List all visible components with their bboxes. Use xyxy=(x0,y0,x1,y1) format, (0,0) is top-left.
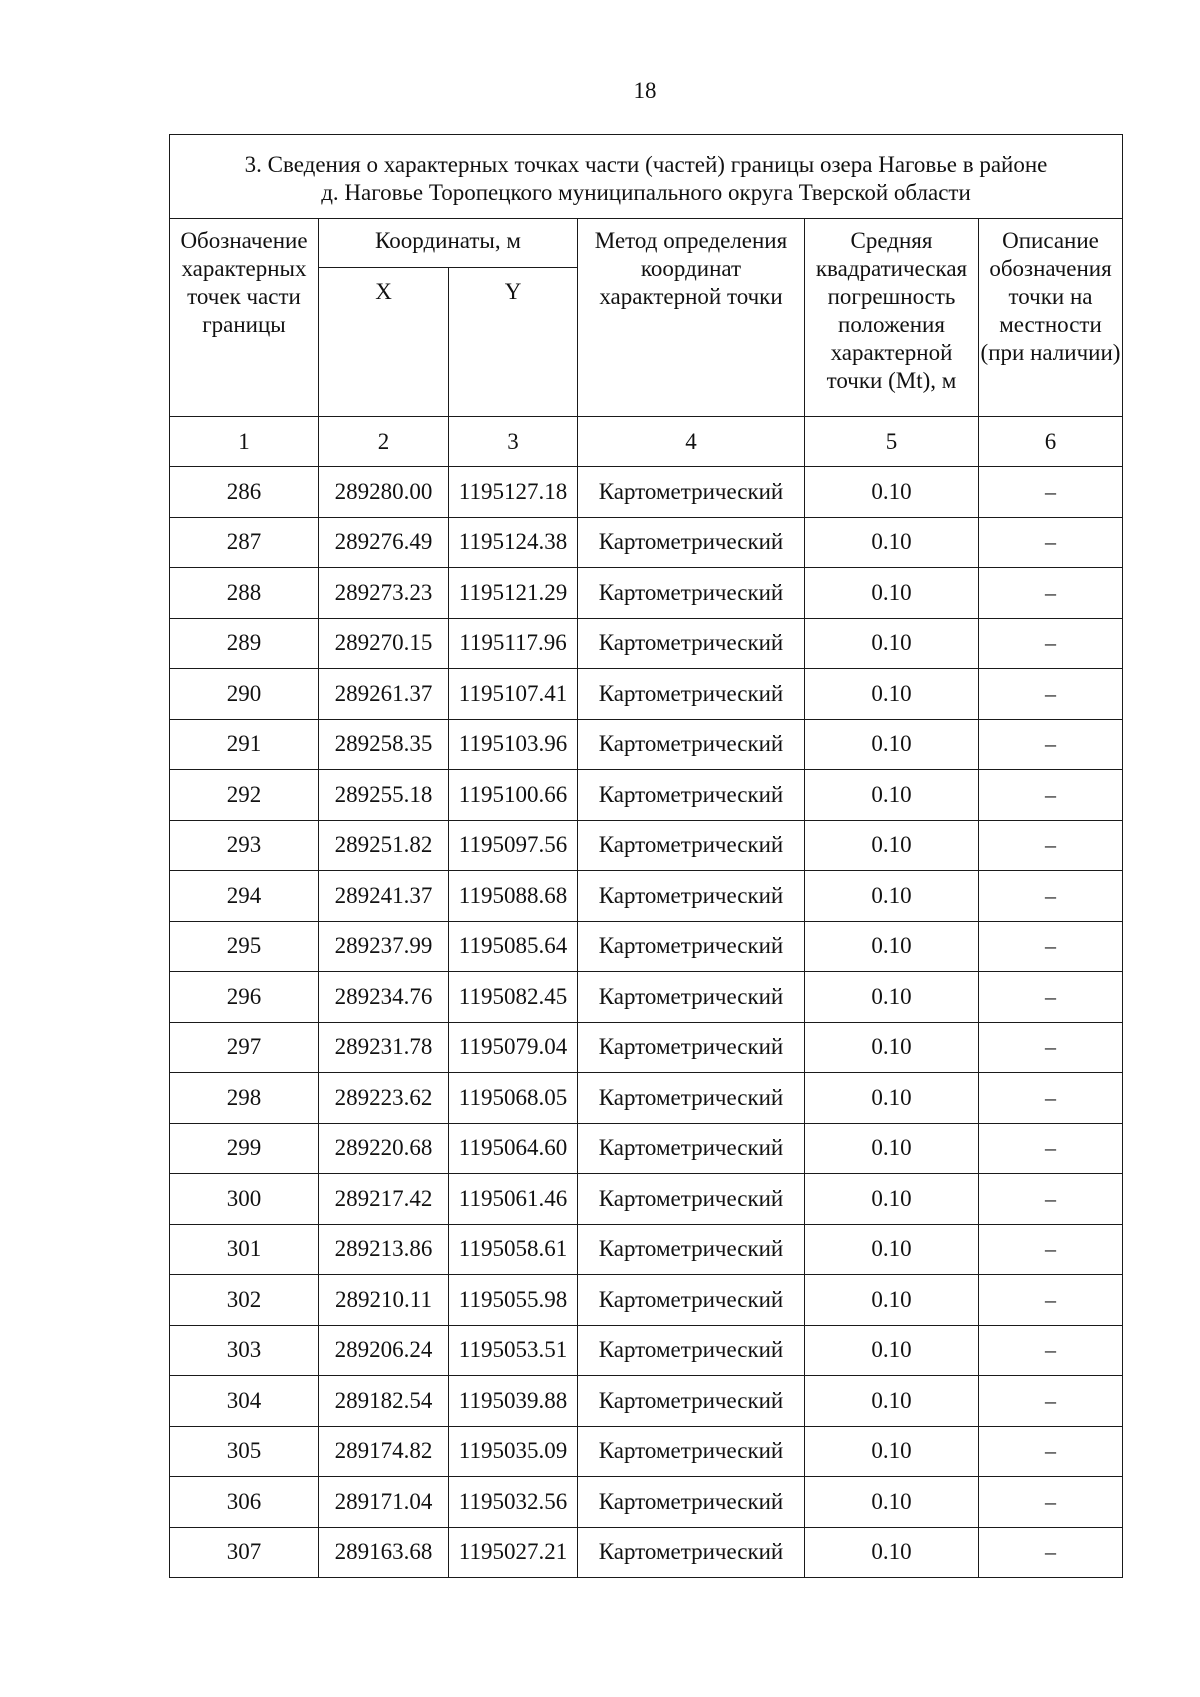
cell-description: – xyxy=(979,1073,1123,1124)
cell-point: 290 xyxy=(170,669,319,720)
cell-method: Картометрический xyxy=(578,921,805,972)
cell-x: 289258.35 xyxy=(319,719,449,770)
cell-point: 295 xyxy=(170,921,319,972)
cell-description: – xyxy=(979,871,1123,922)
cell-error: 0.10 xyxy=(805,1426,979,1477)
cell-point: 291 xyxy=(170,719,319,770)
cell-point: 305 xyxy=(170,1426,319,1477)
cell-x: 289276.49 xyxy=(319,517,449,568)
cell-error: 0.10 xyxy=(805,921,979,972)
cell-method: Картометрический xyxy=(578,1426,805,1477)
column-number: 3 xyxy=(449,417,578,467)
header-description: Описание обозначения точки на местности (при наличии) xyxy=(979,219,1123,417)
cell-x: 289171.04 xyxy=(319,1477,449,1528)
table-caption xyxy=(170,135,1123,219)
cell-error: 0.10 xyxy=(805,871,979,922)
table-row xyxy=(170,1275,1123,1326)
cell-description: – xyxy=(979,1527,1123,1578)
cell-y: 1195097.56 xyxy=(449,820,578,871)
table-row xyxy=(170,1325,1123,1376)
cell-error: 0.10 xyxy=(805,1275,979,1326)
cell-y: 1195088.68 xyxy=(449,871,578,922)
table-row xyxy=(170,820,1123,871)
cell-description: – xyxy=(979,1325,1123,1376)
cell-x: 289273.23 xyxy=(319,568,449,619)
column-number: 5 xyxy=(805,417,979,467)
cell-x: 289213.86 xyxy=(319,1224,449,1275)
cell-error: 0.10 xyxy=(805,467,979,518)
cell-method: Картометрический xyxy=(578,1022,805,1073)
header-coords: Координаты, м xyxy=(319,219,578,268)
cell-method: Картометрический xyxy=(578,568,805,619)
cell-point: 286 xyxy=(170,467,319,518)
cell-y: 1195053.51 xyxy=(449,1325,578,1376)
cell-error: 0.10 xyxy=(805,669,979,720)
cell-point: 297 xyxy=(170,1022,319,1073)
cell-y: 1195079.04 xyxy=(449,1022,578,1073)
table-row xyxy=(170,1527,1123,1578)
cell-y: 1195082.45 xyxy=(449,972,578,1023)
table-row xyxy=(170,1174,1123,1225)
cell-point: 294 xyxy=(170,871,319,922)
header-x: X xyxy=(319,268,449,417)
table-row xyxy=(170,1022,1123,1073)
cell-y: 1195064.60 xyxy=(449,1123,578,1174)
header-error: Средняя квадратическая погрешность положения характерной точки (Mt), м xyxy=(805,219,979,417)
cell-x: 289234.76 xyxy=(319,972,449,1023)
table-row xyxy=(170,467,1123,518)
cell-description: – xyxy=(979,1224,1123,1275)
cell-error: 0.10 xyxy=(805,1174,979,1225)
cell-x: 289217.42 xyxy=(319,1174,449,1225)
header-y: Y xyxy=(449,268,578,417)
table-row xyxy=(170,921,1123,972)
cell-point: 288 xyxy=(170,568,319,619)
cell-error: 0.10 xyxy=(805,972,979,1023)
cell-error: 0.10 xyxy=(805,1325,979,1376)
cell-description: – xyxy=(979,719,1123,770)
cell-description: – xyxy=(979,1376,1123,1427)
table-body xyxy=(170,467,1123,1578)
table-row xyxy=(170,1073,1123,1124)
boundary-points-table xyxy=(169,134,1123,1578)
table-row xyxy=(170,719,1123,770)
cell-x: 289163.68 xyxy=(319,1527,449,1578)
cell-description: – xyxy=(979,618,1123,669)
cell-description: – xyxy=(979,1174,1123,1225)
page-number: 18 xyxy=(633,78,657,103)
cell-point: 302 xyxy=(170,1275,319,1326)
cell-method: Картометрический xyxy=(578,1477,805,1528)
cell-description: – xyxy=(979,770,1123,821)
table-row xyxy=(170,770,1123,821)
table-header xyxy=(170,135,1123,467)
cell-error: 0.10 xyxy=(805,1376,979,1427)
cell-x: 289251.82 xyxy=(319,820,449,871)
cell-description: – xyxy=(979,1123,1123,1174)
column-number: 6 xyxy=(979,417,1123,467)
cell-method: Картометрический xyxy=(578,972,805,1023)
column-number: 2 xyxy=(319,417,449,467)
cell-error: 0.10 xyxy=(805,719,979,770)
cell-method: Картометрический xyxy=(578,1527,805,1578)
cell-point: 292 xyxy=(170,770,319,821)
cell-point: 300 xyxy=(170,1174,319,1225)
cell-error: 0.10 xyxy=(805,568,979,619)
cell-method: Картометрический xyxy=(578,517,805,568)
column-number: 4 xyxy=(578,417,805,467)
cell-x: 289255.18 xyxy=(319,770,449,821)
table-caption-line-1: 3. Сведения о характерных точках части (частей) границы озера Наговье в районе xyxy=(244,151,1048,177)
cell-x: 289270.15 xyxy=(319,618,449,669)
table-row xyxy=(170,618,1123,669)
cell-y: 1195058.61 xyxy=(449,1224,578,1275)
cell-y: 1195039.88 xyxy=(449,1376,578,1427)
cell-x: 289182.54 xyxy=(319,1376,449,1427)
cell-point: 306 xyxy=(170,1477,319,1528)
cell-y: 1195100.66 xyxy=(449,770,578,821)
cell-method: Картометрический xyxy=(578,1123,805,1174)
cell-description: – xyxy=(979,921,1123,972)
cell-x: 289280.00 xyxy=(319,467,449,518)
cell-error: 0.10 xyxy=(805,1477,979,1528)
cell-point: 303 xyxy=(170,1325,319,1376)
cell-description: – xyxy=(979,972,1123,1023)
cell-method: Картометрический xyxy=(578,719,805,770)
cell-y: 1195055.98 xyxy=(449,1275,578,1326)
cell-point: 299 xyxy=(170,1123,319,1174)
cell-method: Картометрический xyxy=(578,1275,805,1326)
cell-description: – xyxy=(979,1275,1123,1326)
table-row xyxy=(170,1376,1123,1427)
table-row xyxy=(170,972,1123,1023)
cell-error: 0.10 xyxy=(805,1123,979,1174)
cell-description: – xyxy=(979,517,1123,568)
cell-method: Картометрический xyxy=(578,770,805,821)
table-row xyxy=(170,568,1123,619)
cell-point: 304 xyxy=(170,1376,319,1427)
cell-error: 0.10 xyxy=(805,1073,979,1124)
cell-description: – xyxy=(979,1426,1123,1477)
cell-y: 1195127.18 xyxy=(449,467,578,518)
cell-description: – xyxy=(979,1022,1123,1073)
cell-x: 289206.24 xyxy=(319,1325,449,1376)
cell-error: 0.10 xyxy=(805,517,979,568)
cell-y: 1195068.05 xyxy=(449,1073,578,1124)
cell-y: 1195103.96 xyxy=(449,719,578,770)
cell-y: 1195121.29 xyxy=(449,568,578,619)
cell-x: 289231.78 xyxy=(319,1022,449,1073)
cell-y: 1195117.96 xyxy=(449,618,578,669)
cell-x: 289241.37 xyxy=(319,871,449,922)
cell-method: Картометрический xyxy=(578,1224,805,1275)
cell-point: 296 xyxy=(170,972,319,1023)
cell-point: 298 xyxy=(170,1073,319,1124)
cell-method: Картометрический xyxy=(578,669,805,720)
cell-x: 289237.99 xyxy=(319,921,449,972)
cell-point: 289 xyxy=(170,618,319,669)
cell-method: Картометрический xyxy=(578,1325,805,1376)
column-number: 1 xyxy=(170,417,319,467)
cell-method: Картометрический xyxy=(578,1174,805,1225)
table-row xyxy=(170,871,1123,922)
cell-y: 1195085.64 xyxy=(449,921,578,972)
cell-y: 1195032.56 xyxy=(449,1477,578,1528)
cell-method: Картометрический xyxy=(578,820,805,871)
cell-point: 293 xyxy=(170,820,319,871)
table-row xyxy=(170,1123,1123,1174)
table-caption-line-2: д. Наговье Торопецкого муниципального округа Тверской области xyxy=(321,179,971,205)
cell-y: 1195035.09 xyxy=(449,1426,578,1477)
cell-x: 289210.11 xyxy=(319,1275,449,1326)
cell-method: Картометрический xyxy=(578,618,805,669)
cell-error: 0.10 xyxy=(805,820,979,871)
cell-x: 289220.68 xyxy=(319,1123,449,1174)
cell-error: 0.10 xyxy=(805,1224,979,1275)
cell-error: 0.10 xyxy=(805,770,979,821)
cell-method: Картометрический xyxy=(578,467,805,518)
table-row xyxy=(170,517,1123,568)
cell-description: – xyxy=(979,467,1123,518)
table-row xyxy=(170,669,1123,720)
cell-method: Картометрический xyxy=(578,1073,805,1124)
column-numbers-row xyxy=(170,417,1123,467)
cell-method: Картометрический xyxy=(578,871,805,922)
cell-description: – xyxy=(979,669,1123,720)
cell-method: Картометрический xyxy=(578,1376,805,1427)
cell-description: – xyxy=(979,820,1123,871)
cell-x: 289223.62 xyxy=(319,1073,449,1124)
cell-x: 289174.82 xyxy=(319,1426,449,1477)
cell-x: 289261.37 xyxy=(319,669,449,720)
cell-y: 1195061.46 xyxy=(449,1174,578,1225)
header-method: Метод определения координат характерной точки xyxy=(578,219,805,417)
cell-y: 1195027.21 xyxy=(449,1527,578,1578)
table-row xyxy=(170,1477,1123,1528)
cell-description: – xyxy=(979,1477,1123,1528)
cell-y: 1195124.38 xyxy=(449,517,578,568)
table-row xyxy=(170,1224,1123,1275)
cell-y: 1195107.41 xyxy=(449,669,578,720)
table-row xyxy=(170,1426,1123,1477)
cell-description: – xyxy=(979,568,1123,619)
cell-point: 287 xyxy=(170,517,319,568)
cell-error: 0.10 xyxy=(805,618,979,669)
cell-error: 0.10 xyxy=(805,1022,979,1073)
cell-error: 0.10 xyxy=(805,1527,979,1578)
cell-point: 301 xyxy=(170,1224,319,1275)
header-point: Обозначение характерных точек части границы xyxy=(170,219,319,417)
cell-point: 307 xyxy=(170,1527,319,1578)
